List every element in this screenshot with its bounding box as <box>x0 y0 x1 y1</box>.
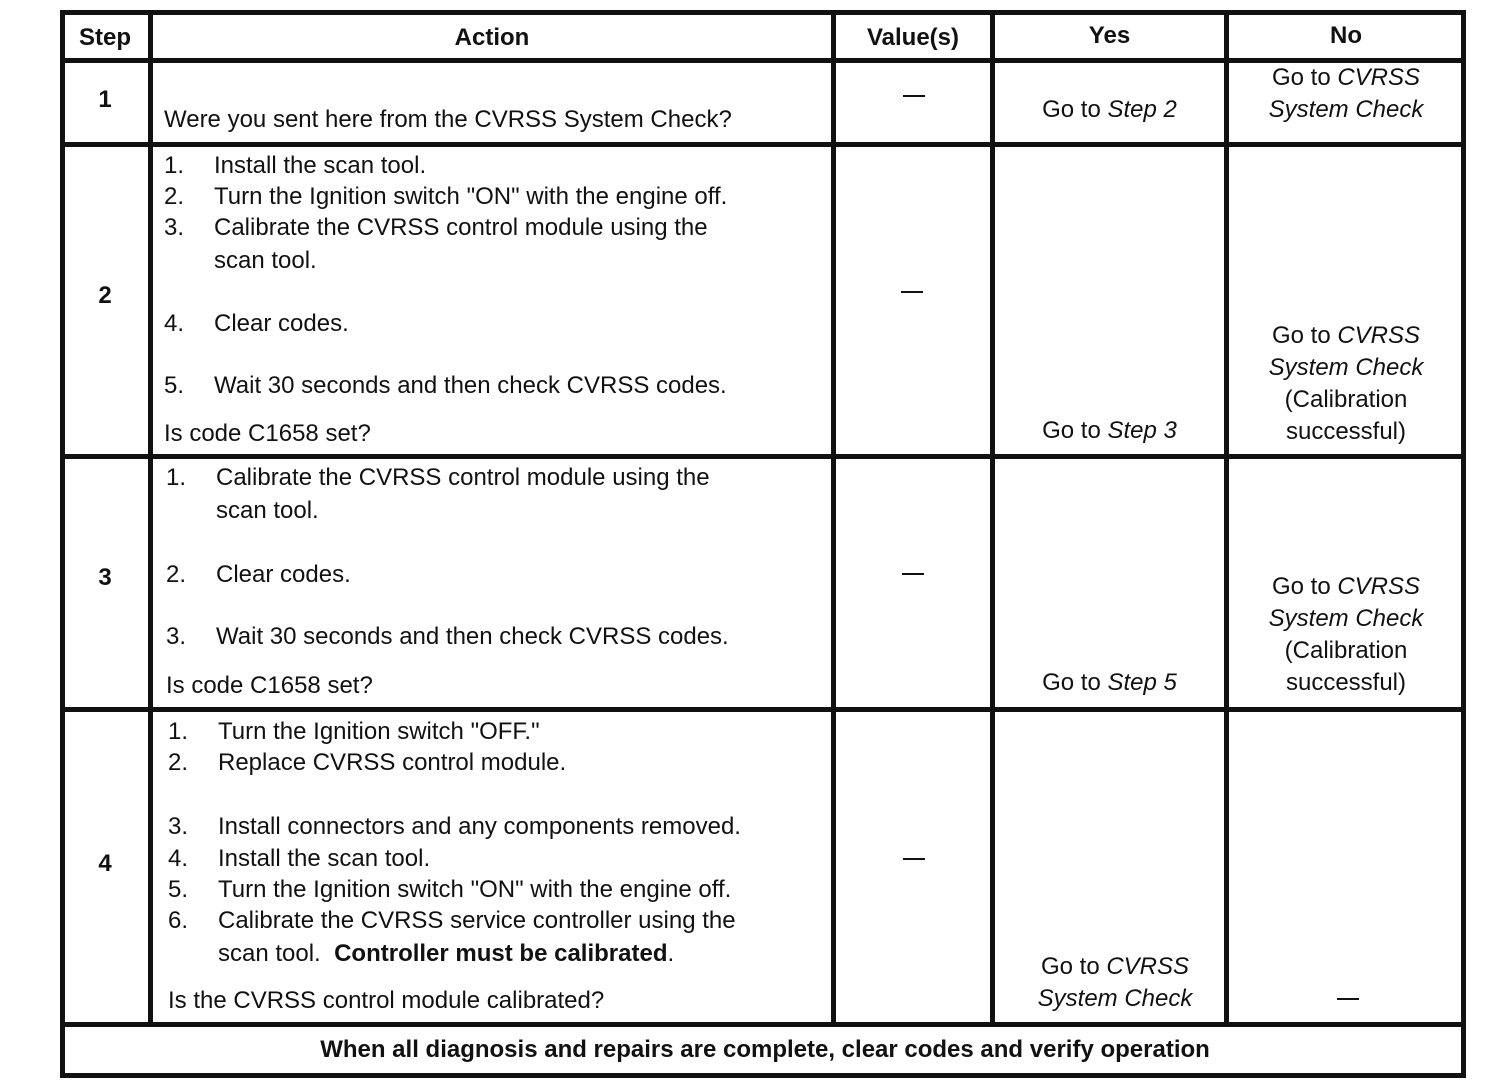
item-number: 3. <box>168 813 189 840</box>
row-divider-3 <box>60 707 1466 712</box>
no-cell <box>1229 571 1463 699</box>
no-note-line3: (Calibration <box>1284 386 1408 413</box>
item-text: Install connectors and any components removed. <box>218 813 741 840</box>
row-divider-2 <box>60 454 1466 459</box>
yes-prefix: Go to <box>1040 953 1107 980</box>
footer-note: When all diagnosis and repairs are complete, clear codes and verify operation <box>320 1036 1210 1063</box>
item-text: Clear codes. <box>214 310 349 337</box>
value-dash <box>903 95 925 97</box>
value-dash <box>901 291 923 293</box>
item-text: Clear codes. <box>216 561 351 588</box>
item-number: 5. <box>168 876 189 903</box>
item-number: 2. <box>164 183 185 210</box>
col-divider-value <box>990 12 995 1026</box>
step-number: 2 <box>98 282 112 309</box>
no-link[interactable]: CVRSS <box>1337 64 1421 91</box>
yes-cell <box>995 667 1224 699</box>
yes-cell <box>995 415 1224 447</box>
item-number: 3. <box>164 214 185 241</box>
action-question: Were you sent here from the CVRSS System Check? <box>164 106 732 133</box>
no-prefix: Go to <box>1271 64 1338 91</box>
no-link-line2[interactable]: System Check <box>1268 605 1424 632</box>
yes-cell <box>995 951 1235 1015</box>
item-number: 1. <box>164 152 185 179</box>
action-question: Is code C1658 set? <box>166 672 373 699</box>
header-yes: Yes <box>1088 22 1131 49</box>
no-dash <box>1337 998 1359 1000</box>
item-cont-bold: Controller must be calibrated <box>334 940 668 967</box>
item-number: 2. <box>168 749 189 776</box>
header-no: No <box>1330 22 1362 49</box>
yes-link[interactable]: CVRSS <box>1106 953 1190 980</box>
step-number: 3 <box>98 564 112 591</box>
yes-prefix: Go to <box>1042 669 1108 696</box>
no-link[interactable]: CVRSS <box>1337 322 1421 349</box>
item-text: Install the scan tool. <box>214 152 427 179</box>
item-number: 6. <box>168 907 189 934</box>
yes-cell <box>995 94 1224 126</box>
item-text: Install the scan tool. <box>218 845 431 872</box>
no-link-line2[interactable]: System Check <box>1268 354 1424 381</box>
item-text: Turn the Ignition switch "OFF." <box>218 718 540 745</box>
item-text: Calibrate the CVRSS service controller using the <box>218 907 736 934</box>
no-prefix: Go to <box>1271 322 1338 349</box>
col-divider-action <box>831 12 836 1026</box>
no-note-line4: successful) <box>1285 669 1407 696</box>
no-prefix: Go to <box>1271 573 1338 600</box>
item-number: 5. <box>164 372 185 399</box>
item-number: 4. <box>168 845 189 872</box>
no-cell <box>1229 320 1463 448</box>
yes-prefix: Go to <box>1042 417 1108 444</box>
header-values: Value(s) <box>866 24 960 51</box>
item-text: Calibrate the CVRSS control module using the <box>216 464 710 491</box>
no-note-line4: successful) <box>1285 418 1407 445</box>
item-text-continued: scan tool. <box>216 497 319 524</box>
item-text-continued <box>218 940 674 968</box>
no-note-line3: (Calibration <box>1284 637 1408 664</box>
yes-prefix: Go to <box>1042 96 1108 123</box>
item-text-continued: scan tool. <box>214 247 317 274</box>
item-number: 3. <box>166 623 187 650</box>
no-cell <box>1229 62 1463 126</box>
action-question: Is the CVRSS control module calibrated? <box>168 987 605 1014</box>
value-dash <box>902 573 924 575</box>
header-step: Step <box>78 24 131 51</box>
row-divider-4 <box>60 1022 1466 1027</box>
value-dash <box>903 858 925 860</box>
yes-link[interactable]: Step 3 <box>1107 417 1177 444</box>
item-number: 1. <box>168 718 189 745</box>
action-question: Is code C1658 set? <box>164 420 371 447</box>
yes-link-line2[interactable]: System Check <box>1037 985 1193 1012</box>
item-text: Turn the Ignition switch "ON" with the engine off. <box>214 183 728 210</box>
col-divider-yes <box>1224 12 1229 1026</box>
yes-link[interactable]: Step 2 <box>1107 96 1177 123</box>
header-action: Action <box>454 24 530 51</box>
step-number: 4 <box>98 850 112 877</box>
item-text: Replace CVRSS control module. <box>218 749 567 776</box>
item-cont-tail: . <box>667 940 675 967</box>
row-divider-1 <box>60 142 1466 147</box>
yes-link[interactable]: Step 5 <box>1107 669 1177 696</box>
item-number: 4. <box>164 310 185 337</box>
item-text: Wait 30 seconds and then check CVRSS codes. <box>214 372 727 399</box>
item-text: Calibrate the CVRSS control module using the <box>214 214 708 241</box>
item-number: 2. <box>166 561 187 588</box>
no-link-line2[interactable]: System Check <box>1268 96 1424 123</box>
no-link[interactable]: CVRSS <box>1337 573 1421 600</box>
step-number: 1 <box>98 86 112 113</box>
item-cont-plain: scan tool. <box>218 940 321 967</box>
item-text: Wait 30 seconds and then check CVRSS codes. <box>216 623 729 650</box>
item-number: 1. <box>166 464 187 491</box>
item-text: Turn the Ignition switch "ON" with the engine off. <box>218 876 732 903</box>
col-divider-step <box>148 12 153 1026</box>
